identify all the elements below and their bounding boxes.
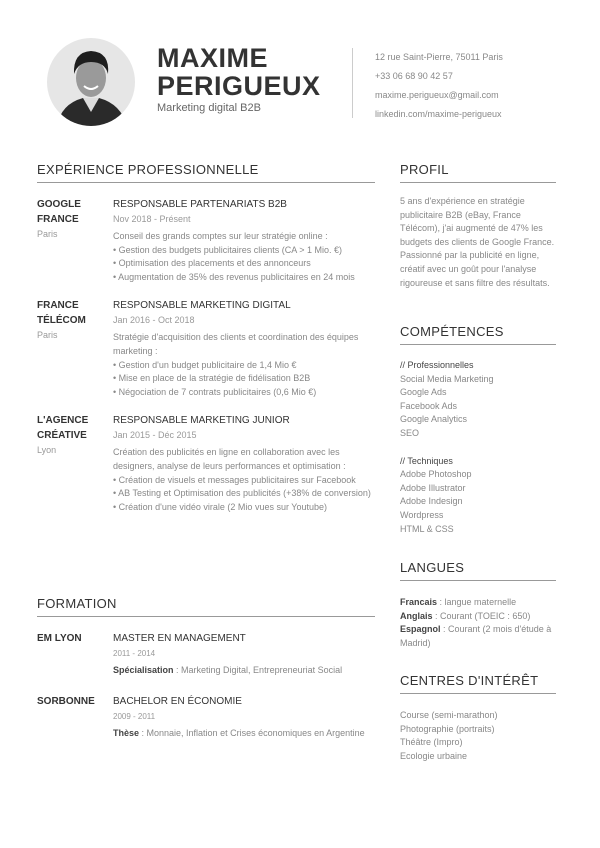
detail-label: Spécialisation [113,665,174,675]
skill-item: Adobe Indesign [400,496,463,507]
degree-title: BACHELOR EN ÉCONOMIE [113,695,242,707]
language-name: Francais [400,597,438,607]
interest-item: Ecologie urbaine [400,750,468,761]
education-entry [37,694,375,741]
job-bullet: • Gestion d'un budget publicitaire de 1,4 Mio € [113,359,297,370]
language-item [400,596,556,610]
job-bullet: • AB Testing et Optimisation des publicités (+38% de conversion) [113,488,371,499]
skill-item: Adobe Photoshop [400,469,472,480]
section-heading: FORMATION [37,596,375,617]
company-column [37,197,113,284]
company-column [37,413,113,514]
job-title: RESPONSABLE MARKETING JUNIOR [113,415,290,427]
header-divider [352,48,353,118]
company-name: FRANCE [37,214,79,225]
language-level: : langue maternelle [437,597,517,607]
job-intro: Conseil des grands comptes sur leur stratégie online : [113,231,328,241]
skill-group-label: // Professionnelles [400,360,474,370]
address: 12 rue Saint-Pierre, 75011 Paris [375,52,503,62]
detail-label: Thèse [113,727,140,738]
education-entry [37,631,375,678]
interest-item: Théâtre (Impro) [400,737,463,748]
job-date: Jan 2015 - Déc 2015 [113,430,197,441]
detail-text: : Marketing Digital, Entrepreneuriat Social [173,665,343,675]
experience-entry [37,413,375,514]
section-heading: PROFIL [400,162,556,183]
skill-item: Wordpress [400,509,444,520]
school-name: EM LYON [37,633,82,644]
interests-section [400,673,556,763]
language-level: : Courant (TOEIC : 650) [432,610,531,621]
school-name: SORBONNE [37,695,95,707]
company-name: GOOGLE [37,199,81,210]
contact-info [375,48,503,124]
skill-item: Adobe Illustrator [400,482,466,493]
languages-section [400,560,556,650]
degree-details [113,694,375,741]
company-name: L'AGENCE [37,415,89,427]
job-details [113,298,375,399]
job-title: RESPONSABLE MARKETING DIGITAL [113,300,291,312]
job-bullet: • Optimisation des placements et des annonceurs [113,258,311,269]
skill-group [400,455,556,537]
section-heading: CENTRES D'INTÉRÊT [400,673,556,694]
skill-item: Google Analytics [400,414,468,425]
job-bullet: • Augmentation de 35% des revenus publicitaires en 24 mois [113,271,355,282]
job-intro: Stratégie d'acquisition des clients et coordination des équipes marketing : [113,332,359,356]
section-heading: LANGUES [400,560,556,581]
company-name: FRANCE [37,300,79,312]
skill-item: Social Media Marketing [400,373,494,384]
skill-item: SEO [400,427,420,438]
experience-entry [37,298,375,399]
job-bullet: • Gestion des budgets publicitaires clients (CA > 1 Mio. €) [113,244,343,255]
first-name: MAXIME [157,43,268,73]
detail-text: : Monnaie, Inflation et Crises économiques en Argentine [139,727,365,738]
job-title: RESPONSABLE PARTENARIATS B2B [113,199,287,210]
skill-item: HTML & CSS [400,523,454,534]
experience-section [37,162,375,528]
skill-item: Google Ads [400,387,447,398]
company-city: Lyon [37,445,57,456]
profile-text: 5 ans d'expérience en stratégie publicitaire B2B (eBay, France Télécom), j'ai augmenté de 47% les budgets des clients de Google France. Passionné par la publicité en ligne, créatif avec un goût pour l'analyse rigoureuse et sans filtre des résultats. [400,196,555,288]
skill-item: Facebook Ads [400,400,458,411]
degree-date: 2009 - 2011 [113,711,156,721]
language-item [400,610,556,624]
email[interactable]: maxime.perigueux@gmail.com [375,90,499,100]
last-name: PERIGUEUX [157,71,321,101]
job-bullet: • Création de visuels et messages publicitaires sur Facebook [113,474,356,485]
job-bullet: • Négociation de 7 contrats publicitaires (0,6 Mio €) [113,386,317,397]
language-name: Espagnol [400,624,441,635]
degree-title: MASTER EN MANAGEMENT [113,633,246,644]
phone: +33 06 68 90 42 57 [375,71,453,81]
language-name: Anglais [400,610,433,621]
company-column [37,298,113,399]
job-details [113,413,375,514]
language-level: : Courant (2 mois d'étude à Madrid) [400,624,552,648]
interest-item: Photographie (portraits) [400,723,495,734]
degree-details [113,631,375,678]
school-column [37,694,113,741]
skill-group [400,359,556,441]
degree-detail [113,664,375,678]
job-date: Jan 2016 - Oct 2018 [113,315,195,326]
company-city: Paris [37,229,58,239]
interest-item: Course (semi-marathon) [400,710,498,720]
language-item [400,623,556,650]
job-bullet: • Création d'une vidéo virale (2 Mio vues sur Youtube) [113,501,327,512]
company-city: Paris [37,330,58,341]
job-bullet: • Mise en place de la stratégie de fidélisation B2B [113,373,311,384]
school-column [37,631,113,678]
education-section [37,596,375,756]
profile-photo [47,38,135,126]
job-intro: Création des publicités en ligne en collaboration avec les designers, analyse de leurs performances et optimisation : [113,447,346,471]
linkedin[interactable]: linkedin.com/maxime-perigueux [375,109,502,119]
job-details [113,197,375,284]
skill-group-label: // Techniques [400,455,453,466]
job-subtitle: Marketing digital B2B [157,102,261,114]
job-date: Nov 2018 - Présent [113,214,191,224]
profile-section [400,162,556,290]
experience-entry [37,197,375,284]
company-name: TÉLÉCOM [37,315,86,327]
candidate-name [157,44,321,100]
degree-detail [113,727,375,741]
skills-section [400,324,556,550]
degree-date: 2011 - 2014 [113,649,156,658]
section-heading: COMPÉTENCES [400,324,556,345]
company-name: CRÉATIVE [37,430,87,442]
section-heading: EXPÉRIENCE PROFESSIONNELLE [37,162,375,183]
